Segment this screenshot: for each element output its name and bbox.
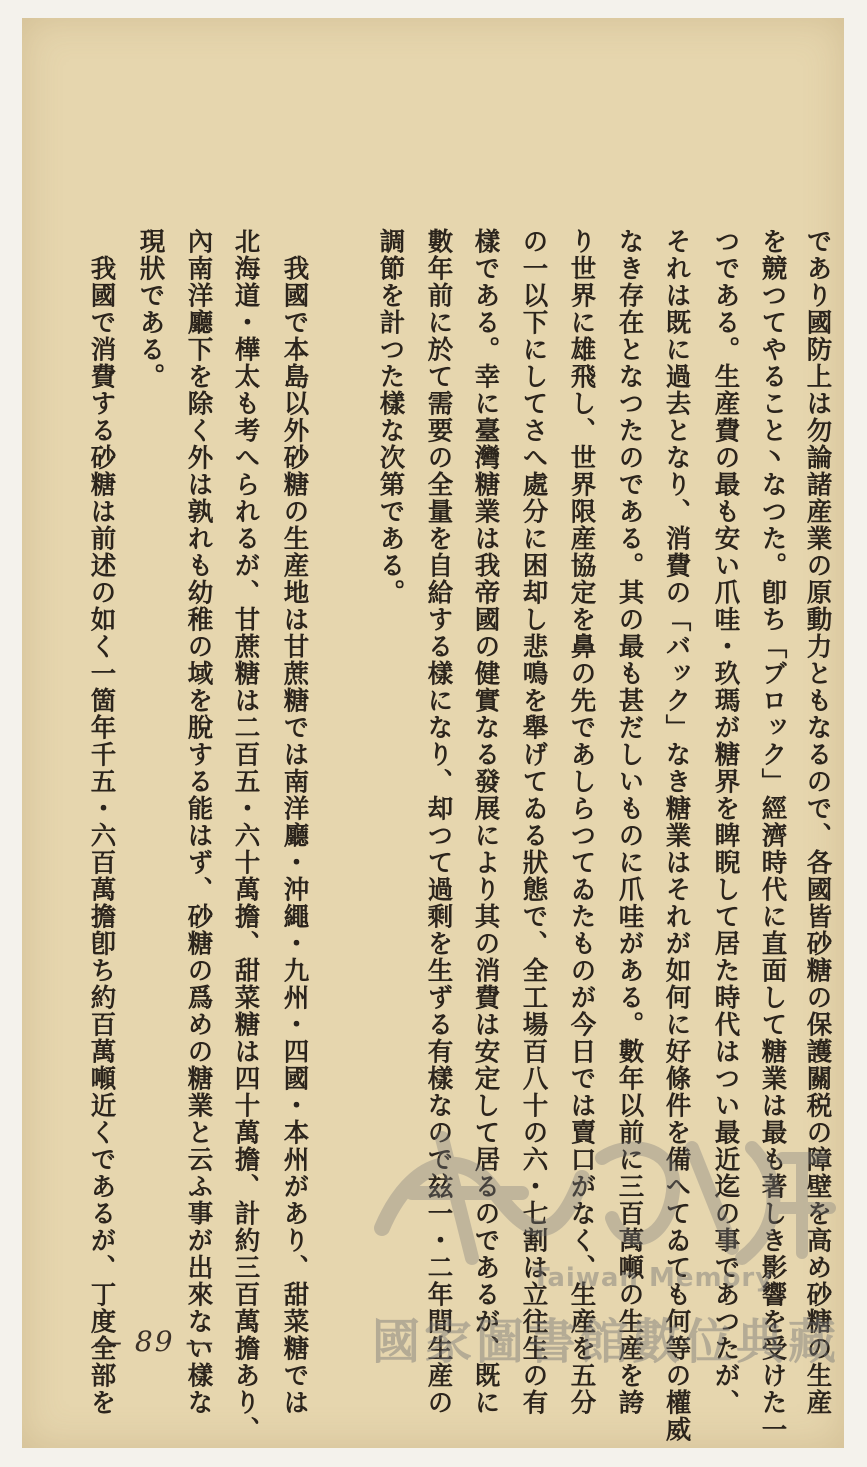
text-column: 我國で消費する砂糖は前述の如く一箇年千五・六百萬擔卽ち約百萬噸近くであるが、丁度全部を bbox=[86, 228, 117, 1416]
watermark-latin: Taiwan Memory bbox=[532, 1263, 774, 1293]
text-column: 北海道・樺太も考へられるが、甘蔗糖は二百五・六十萬擔、甜菜糖は四十萬擔、計約三百萬擔あり、 bbox=[230, 228, 261, 1443]
text-column: つである。生産費の最も安い爪哇・玖瑪が糖界を睥睨して居た時代はつい最近迄の事であつたが、 bbox=[710, 228, 741, 1416]
page-number: — 89 — bbox=[94, 1325, 216, 1358]
text-column: を競つてやること丶なつた。卽ち「ブロック」經濟時代に直面して糖業は最も著しき影響を受けた一 bbox=[757, 228, 788, 1443]
text-column: それは既に過去となり、消費の「バック」なき糖業はそれが如何に好條件を備へてゐても何等の權威 bbox=[661, 228, 692, 1443]
text-column: 數年前に於て需要の全量を自給する樣になり、却つて過剩を生ずる有樣なので玆一・二年間生産の bbox=[423, 228, 454, 1416]
book-page bbox=[22, 18, 844, 1448]
text-column: であり國防上は勿論諸産業の原動力ともなるので、各國皆砂糖の保護關税の障壁を高め砂糖の生産 bbox=[802, 228, 833, 1416]
text-column: の一以下にしてさへ處分に困却し悲鳴を舉げてゐる狀態で、全工場百八十の六・七割は立往生の有 bbox=[518, 228, 549, 1416]
text-column: 內南洋廳下を除く外は孰れも幼稚の域を脫する能はず、砂糖の爲めの糖業と云ふ事が出來ない樣な bbox=[183, 228, 214, 1416]
text-column: 調節を計つた樣な次第である。 bbox=[375, 228, 406, 606]
text-column: 樣である。幸に臺灣糖業は我帝國の健實なる發展により其の消費は安定して居るのであるが、既に bbox=[470, 228, 501, 1416]
text-column: 我國で本島以外砂糖の生産地は甘蔗糖では南洋廳・沖繩・九州・四國・本州があり、甜菜糖では bbox=[279, 228, 310, 1416]
text-column: り世界に雄飛し、世界限産協定を鼻の先であしらつてゐたものが今日では賣口がなく、生産を五分 bbox=[566, 228, 597, 1416]
text-column: 現狀である。 bbox=[135, 228, 166, 390]
text-column: なき存在となつたのである。其の最も甚だしいものに爪哇がある。數年以前に三百萬噸の生産を誇 bbox=[614, 228, 645, 1416]
watermark-cjk: 國家圖書館數位典藏 bbox=[372, 1314, 841, 1370]
